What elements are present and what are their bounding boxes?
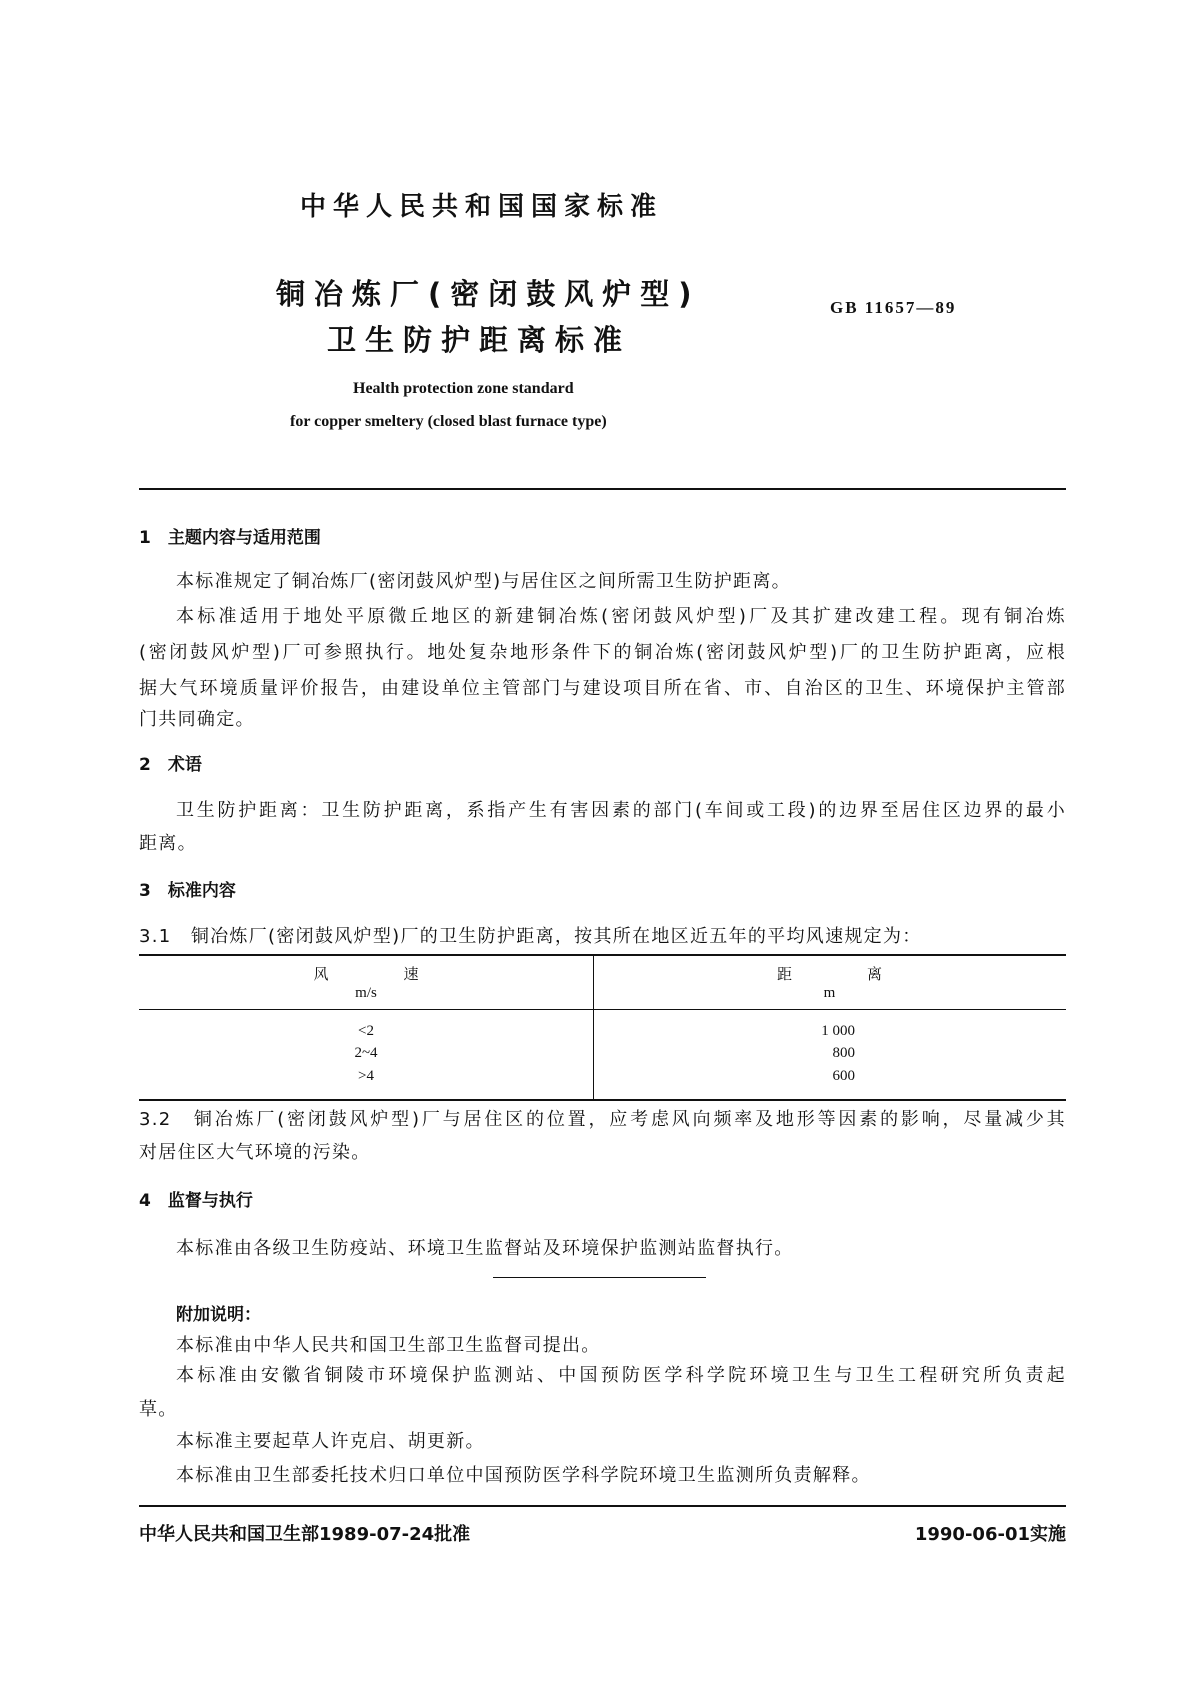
table-cell-speed: >4	[358, 1068, 374, 1084]
table-header-distance-unit: m	[823, 985, 836, 1001]
table-header-wind-speed-unit: m/s	[355, 985, 377, 1001]
table-top-rule	[139, 954, 1066, 956]
paragraph: 本标准适用于地处平原微丘地区的新建铜冶炼(密闭鼓风炉型)厂及其扩建改建工程。现有铜冶炼	[176, 606, 1066, 627]
table-bottom-rule	[139, 1099, 1066, 1101]
note: 本标准主要起草人许克启、胡更新。	[176, 1431, 485, 1452]
note: 本标准由安徽省铜陵市环境保护监测站、中国预防医学科学院环境卫生与卫生工程研究所负责起	[176, 1365, 1066, 1386]
paragraph: 门共同确定。	[139, 709, 255, 730]
effective-date: 1990-06-01实施	[914, 1524, 1066, 1545]
clause-3-2: 3.2 铜冶炼厂(密闭鼓风炉型)厂与居住区的位置，应考虑风向频率及地形等因素的影响，尽量减少其	[139, 1109, 1066, 1130]
paragraph: (密闭鼓风炉型)厂可参照执行。地处复杂地形条件下的铜冶炼(密闭鼓风炉型)厂的卫生防护距离，应根	[139, 642, 1066, 663]
table-cell-distance: 600	[832, 1068, 855, 1084]
short-divider	[493, 1277, 706, 1278]
section-1-title: 1 主题内容与适用范围	[139, 528, 321, 548]
english-title-1: Health protection zone standard	[353, 380, 574, 397]
section-2-title: 2 术语	[139, 755, 202, 775]
section-3-title: 3 标准内容	[139, 881, 236, 901]
note: 本标准由中华人民共和国卫生部卫生监督司提出。	[176, 1335, 601, 1356]
table-header-wind-speed: 风 速	[313, 965, 419, 983]
header-divider	[139, 488, 1066, 490]
standard-code: GB 11657—89	[830, 298, 957, 317]
paragraph: 本标准规定了铜冶炼厂(密闭鼓风炉型)与居住区之间所需卫生防护距离。	[176, 571, 791, 592]
national-standard-heading: 中华人民共和国国家标准	[300, 192, 664, 222]
english-title-2: for copper smeltery (closed blast furnace type)	[290, 413, 607, 430]
clause-3-1: 3.1 铜冶炼厂(密闭鼓风炉型)厂的卫生防护距离，按其所在地区近五年的平均风速规定为：	[139, 926, 922, 947]
paragraph: 卫生防护距离：卫生防护距离，系指产生有害因素的部门(车间或工段)的边界至居住区边界的最小	[176, 800, 1066, 821]
table-cell-speed: <2	[358, 1023, 374, 1039]
clause-3-2-cont: 对居住区大气环境的污染。	[139, 1142, 371, 1163]
approval-date: 中华人民共和国卫生部1989-07-24批准	[139, 1524, 471, 1545]
notes-title: 附加说明：	[176, 1305, 261, 1325]
note: 本标准由卫生部委托技术归口单位中国预防医学科学院环境卫生监测所负责解释。	[176, 1465, 871, 1486]
note: 草。	[139, 1399, 178, 1420]
title-line-2: 卫生防护距离标准	[327, 323, 632, 357]
table-header-distance: 距 离	[776, 965, 882, 983]
title-line-1: 铜冶炼厂(密闭鼓风炉型)	[276, 277, 701, 311]
footer-divider	[139, 1505, 1066, 1507]
paragraph: 据大气环境质量评价报告，由建设单位主管部门与建设项目所在省、市、自治区的卫生、环境保护主管部	[139, 678, 1066, 699]
table-cell-distance: 1 000	[821, 1023, 855, 1039]
paragraph: 本标准由各级卫生防疫站、环境卫生监督站及环境保护监测站监督执行。	[176, 1238, 794, 1259]
section-4-title: 4 监督与执行	[139, 1191, 253, 1211]
paragraph: 距离。	[139, 833, 197, 854]
table-cell-speed: 2~4	[354, 1045, 378, 1061]
table-cell-distance: 800	[832, 1045, 855, 1061]
table-header-rule	[139, 1009, 1066, 1010]
